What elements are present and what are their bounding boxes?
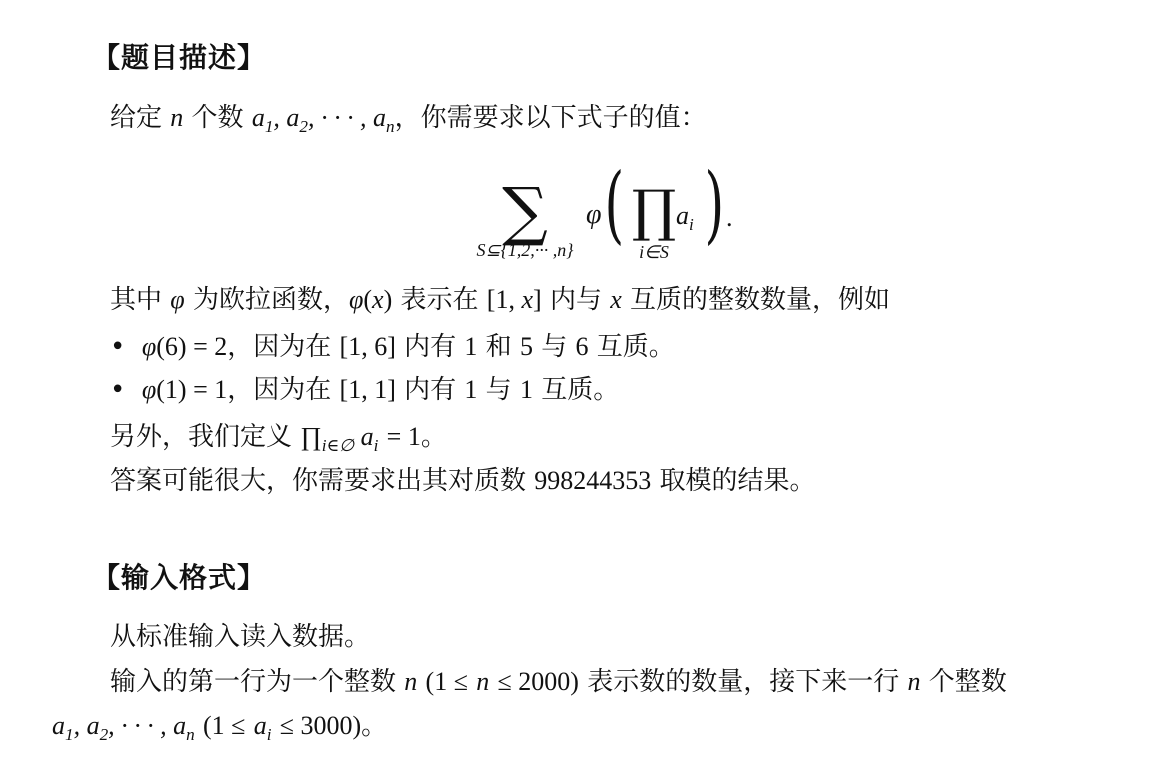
bullet2-text-b: ，因为在 [227,375,332,405]
formula-left-paren: ( [604,155,625,253]
input2-text-a: 输入的第一行为一个整数 [110,667,397,697]
formula-ai: $a_i$ [676,201,694,235]
bullet2-interval: [1, 1] [339,375,396,404]
sum-subscript: S⊆{1,2,··· ,n} [476,240,574,260]
bullet-dot-2: • [110,375,126,405]
empty-product-line [110,420,447,454]
answer-line [110,464,816,498]
input3-range-ai: $a_i$ [253,711,272,745]
intro-text-b: 个数 [191,103,244,133]
answer-modulus: 998244353 [534,466,652,495]
phi-x: φ(x) [348,285,393,314]
input2-var-n2: n [907,667,921,696]
section-title-input: 【输入格式】 [92,561,267,594]
define-text-a: 另外，我们定义 [110,422,293,452]
bullet1-text-f: 和 [485,332,512,362]
bullet-item-1 [110,330,675,364]
phi-text-e: 互质的整数数量，例如 [630,285,891,315]
formula-right-paren: ) [704,155,725,253]
input-line-1: 从标准输入读入数据。 [110,622,371,652]
bullet2-text-h: 互质。 [541,375,620,405]
phi-symbol: φ [170,285,185,314]
intro-text-c: ，你需要求以下式子的值： [394,103,707,133]
bullet1-phi: φ(6) = 2 [141,332,228,361]
phi-definition-line [110,283,890,317]
input-line-3 [52,709,387,743]
input2-range-c: ≤ 2000) [497,667,579,696]
input3-range-c: ≤ 3000)。 [279,711,388,740]
bullet1-text-j: 互质。 [596,332,675,362]
phi-interval: [1, x] [486,285,542,314]
define-text-b: = 1。 [386,422,447,451]
bullet2-text-d: 内有 [404,375,457,405]
sum-symbol: ∑ [502,175,548,249]
input2-range-n: n [476,667,490,696]
prod-symbol: ∏ [631,179,677,244]
phi-text-c: 表示在 [400,285,479,315]
phi-text-d: 内与 [549,285,602,315]
answer-text-a: 答案可能很大，你需要求出其对质数 [110,466,527,496]
bullet1-text-h: 与 [541,332,568,362]
phi-text-a: 其中 [110,285,163,315]
bullet1-text-b: ，因为在 [227,332,332,362]
intro-text-a: 给定 [110,103,163,133]
bullet2-num-1b: 1 [519,375,533,404]
bullet2-text-f: 与 [485,375,512,405]
answer-text-b: 取模的结果。 [659,466,816,496]
define-prod: $\prod_{i\in\emptyset}$ $a_i$ [300,422,379,456]
bullet2-phi: φ(1) = 1 [141,375,228,404]
input2-var-n: n [404,667,418,696]
input2-range-a: (1 ≤ [425,667,468,696]
intro-var-n: n [170,103,184,132]
input2-text-e: 个整数 [928,667,1007,697]
bullet1-num-6: 6 [575,332,589,361]
intro-seq: $a_1$, $a_2$, · · · , $a_n$ [251,103,395,137]
input-line-2 [110,665,1007,699]
sum-operator [455,175,595,261]
input3-range-a: (1 ≤ [203,711,246,740]
section-title-description: 【题目描述】 [92,41,267,74]
prod-subscript: i∈S [639,242,669,262]
phi-var-x: x [610,285,622,314]
phi-text-b: 为欧拉函数， [192,285,349,315]
intro-line [110,101,707,135]
bullet-dot-1: • [110,332,126,362]
define-prod-sub: i∈∅ [321,436,355,456]
formula-phi: φ [586,199,602,230]
bullet-item-2 [110,373,619,407]
bullet1-num-1: 1 [464,332,478,361]
bullet2-num-1a: 1 [464,375,478,404]
input3-seq: $a_1$, $a_2$, · · · , $a_n$ [52,711,195,745]
bullet1-interval: [1, 6] [339,332,396,361]
bullet1-text-d: 内有 [404,332,457,362]
input2-text-d: 表示数的数量，接下来一行 [587,667,900,697]
formula-period: . [726,203,733,232]
bullet1-num-5: 5 [519,332,533,361]
prod-operator [626,180,682,263]
